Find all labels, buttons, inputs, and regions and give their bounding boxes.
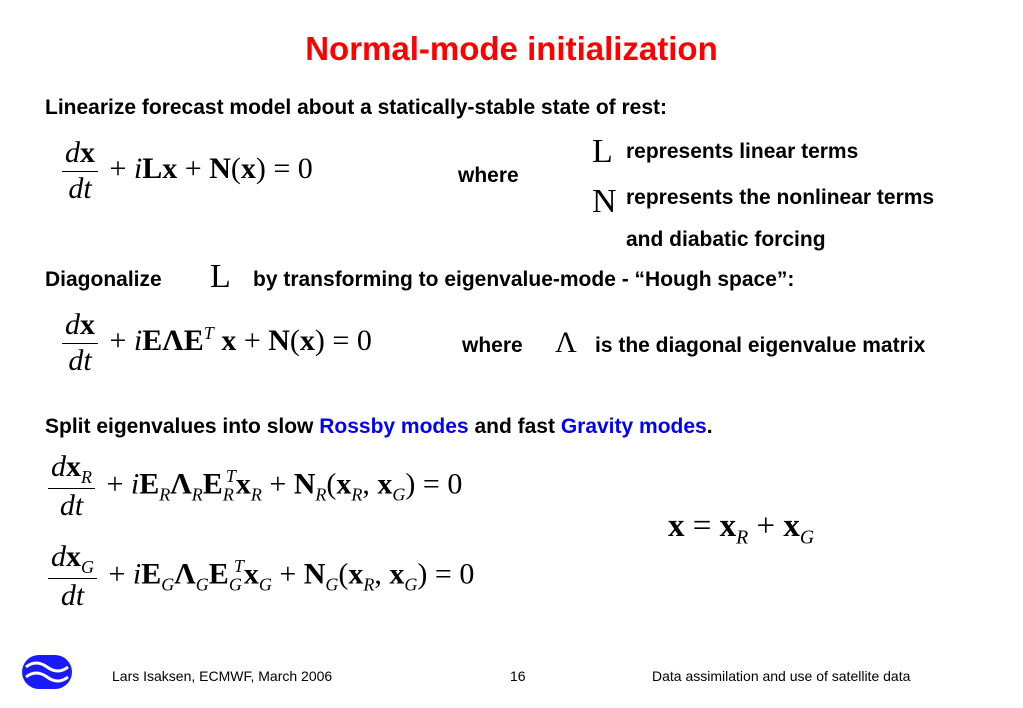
N-description: represents the nonlinear terms xyxy=(626,186,935,209)
L-description: represents linear terms xyxy=(626,140,859,163)
footer-page-number: 16 xyxy=(510,668,526,684)
N-description-2: and diabatic forcing xyxy=(626,228,826,251)
equation-gravity: $\frac{dx_G}{dt}$ + $iE_G\Lambda_GE_G^Tx_G + N_G(x_R$, $x_G) = 0$ xyxy=(48,540,474,613)
split-middle: and fast xyxy=(468,415,561,438)
equation-sum: $x = x_R + x_G$ xyxy=(668,508,815,549)
diagonalize-label: Diagonalize xyxy=(45,268,162,291)
equation-linearized: $\frac{dx}{dt}$ + iLx + N(x) = 0 xyxy=(62,136,313,206)
footer-course: Data assimilation and use of satellite data xyxy=(652,668,911,684)
split-prefix: Split eigenvalues into slow xyxy=(45,415,320,438)
slide-title: Normal-mode initialization xyxy=(305,30,718,67)
rossby-modes-text: Rossby modes xyxy=(319,415,469,438)
ecmwf-logo-icon xyxy=(22,655,72,689)
linearize-text: Linearize forecast model about a statically-stable state of rest: xyxy=(45,96,668,119)
where-label-1: where xyxy=(458,164,519,187)
equation-diagonalized: $\frac{dx}{dt}$ + iEΛE$^T$ x + N(x) = 0 xyxy=(62,308,372,378)
L-symbol: L xyxy=(592,133,613,170)
split-end: . xyxy=(706,415,713,438)
diag-L-symbol: L xyxy=(210,258,231,295)
lambda-description: is the diagonal eigenvalue matrix xyxy=(595,334,926,357)
footer-author: Lars Isaksen, ECMWF, March 2006 xyxy=(112,668,333,684)
lambda-symbol: Λ xyxy=(555,326,577,359)
where-label-2: where xyxy=(462,334,523,357)
gravity-modes-text: Gravity modes xyxy=(560,415,707,438)
equation-rossby: $\frac{dx_R}{dt}$ + $iE_R\Lambda_RE_R^Tx_R + N_R(x_R$, $x_G) = 0$ xyxy=(48,450,462,523)
N-symbol: N xyxy=(592,183,617,220)
split-text xyxy=(45,415,713,439)
diagonalize-text: by transforming to eigenvalue-mode - “Hough space”: xyxy=(253,268,795,291)
